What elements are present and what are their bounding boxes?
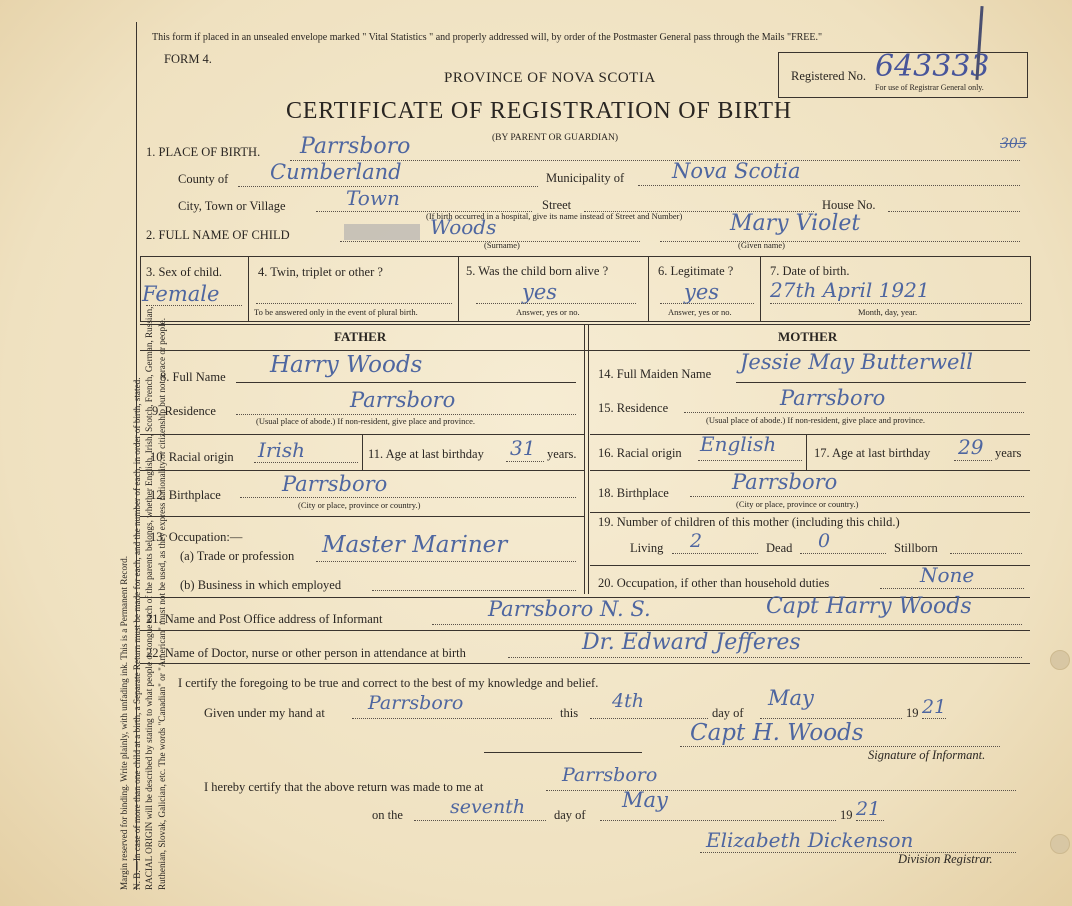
rule	[760, 256, 761, 321]
mother-occupation-value: None	[920, 563, 975, 587]
twin-note: To be answered only in the event of plural birth.	[254, 307, 418, 317]
rule	[362, 434, 363, 470]
fill-line	[546, 790, 1016, 791]
rule	[584, 324, 585, 594]
living-value: 2	[690, 530, 703, 552]
child-given-name-value: Mary Violet	[730, 211, 861, 236]
mother-age-label: 17. Age at last birthday	[814, 446, 931, 460]
informant-signature: Capt H. Woods	[690, 720, 864, 746]
fill-line	[770, 303, 1022, 304]
margin-line: Ruthenian, Slovak, Galician, etc. The words "Canadian" or "American" must not be used, as they express nationality or citizenship but not a race or people.	[156, 317, 167, 890]
fill-line	[316, 561, 576, 562]
margin-line: RACIAL ORIGIN will be described by stating to what people or tongue each of the parents belongs, whether English, Irish, Scotch, French, German, Russian,	[144, 306, 154, 890]
mother-age-value: 29	[958, 435, 984, 459]
registered-number: 643333	[875, 49, 990, 84]
margin-line: N. B.—In case of more than one child at a birth, a Separate Return must be made for each, and the number of each, in order of birth, stated.	[131, 377, 142, 890]
punch-hole	[1050, 834, 1070, 854]
form-number: FORM 4.	[164, 52, 212, 66]
fill-line	[690, 496, 1024, 497]
registrar-signature-label: Division Registrar.	[898, 852, 993, 866]
rule	[140, 256, 141, 321]
municipality-value: Nova Scotia	[672, 159, 801, 183]
fill-line	[800, 553, 886, 554]
given-day-value: 4th	[612, 690, 644, 712]
rule	[458, 256, 459, 321]
mother-residence-note: (Usual place of abode.) If non-resident, give place and province.	[706, 415, 926, 425]
fill-line	[236, 414, 576, 415]
fill-line	[950, 553, 1022, 554]
father-business-label: (b) Business in which employed	[180, 578, 342, 592]
fill-line	[590, 718, 708, 719]
informant-address-value: Parrsboro N. S.	[488, 597, 651, 621]
scribbled-out-text	[344, 224, 420, 240]
mother-birthplace-note: (City or place, province or country.)	[736, 499, 859, 509]
page-title: CERTIFICATE OF REGISTRATION OF BIRTH	[286, 98, 792, 124]
street-label: Street	[542, 198, 572, 212]
alive-value: yes	[522, 280, 558, 304]
given-day-of-label: day of	[712, 706, 744, 720]
fill-line	[352, 718, 552, 719]
father-name-label: 8. Full Name	[160, 370, 226, 384]
alive-label: 5. Was the child born alive ?	[466, 264, 609, 278]
on-the-label: on the	[372, 808, 403, 822]
fill-line	[508, 657, 1022, 658]
given-year-prefix: 19	[906, 706, 919, 720]
child-surname-value: Woods	[430, 215, 497, 239]
registrar-year-prefix: 19	[840, 808, 853, 822]
fill-line	[476, 303, 636, 304]
fill-line	[254, 462, 358, 463]
father-racial-origin-value: Irish	[258, 438, 306, 462]
father-occupation-label: 13. Occupation:—	[150, 530, 243, 544]
father-age-label: 11. Age at last birthday	[368, 447, 484, 461]
fill-line	[922, 718, 946, 719]
county-label: County of	[178, 172, 229, 186]
margin-line: Margin reserved for binding. Write plainly, with unfading ink. This is a Permanent Record.	[119, 555, 129, 890]
date-of-birth-value: 27th April 1921	[770, 278, 930, 302]
mother-birthplace-value: Parrsboro	[732, 470, 838, 494]
surname-note: (Surname)	[484, 240, 520, 250]
fill-line	[600, 820, 836, 821]
rule	[236, 382, 576, 383]
postal-notice: This form if placed in an unsealed envelope marked " Vital Statistics " and properly addressed will, by order of the Postmaster General pass through the Mails "FREE."	[152, 32, 823, 43]
mother-racial-origin-value: English	[700, 432, 777, 456]
city-value: Town	[346, 186, 400, 210]
rule	[736, 382, 1026, 383]
alive-note: Answer, yes or no.	[516, 307, 580, 317]
fill-line	[146, 305, 242, 306]
father-age-value: 31	[510, 436, 536, 460]
father-trade-label: (a) Trade or profession	[180, 549, 295, 563]
registered-note: For use of Registrar General only.	[875, 83, 984, 92]
date-of-birth-label: 7. Date of birth.	[770, 264, 850, 278]
fill-line	[432, 624, 1022, 625]
binding-margin-rule	[136, 22, 137, 890]
father-name-value: Harry Woods	[270, 352, 423, 378]
fill-line	[372, 590, 576, 591]
rule	[590, 512, 1030, 513]
fill-line	[954, 460, 992, 461]
struck-side-number: 305	[1000, 136, 1027, 152]
mother-children-label: 19. Number of children of this mother (including this child.)	[598, 515, 900, 529]
rule	[806, 434, 807, 470]
municipality-label: Municipality of	[546, 171, 625, 185]
date-of-birth-note: Month, day, year.	[858, 307, 918, 317]
given-name-note: (Given name)	[738, 240, 785, 250]
rule	[140, 324, 1030, 325]
registrar-month-value: May	[622, 788, 668, 812]
fill-line	[638, 185, 1020, 186]
child-name-label: 2. FULL NAME OF CHILD	[146, 228, 290, 242]
punch-hole	[1050, 650, 1070, 670]
registrar-certify-text: I hereby certify that the above return was made to me at	[204, 780, 484, 794]
registrar-place-value: Parrsboro	[562, 764, 658, 786]
rule	[140, 256, 1030, 257]
fill-line	[680, 746, 1000, 747]
rule	[1030, 256, 1031, 321]
registrar-day-of-label: day of	[554, 808, 586, 822]
rule	[140, 470, 584, 471]
father-birthplace-label: 12. Birthplace	[150, 488, 221, 502]
stillborn-label: Stillborn	[894, 541, 938, 555]
fill-line	[240, 497, 576, 498]
fill-line	[888, 211, 1020, 212]
informant-label: 21. Name and Post Office address of Informant	[146, 612, 383, 626]
mother-residence-value: Parrsboro	[780, 386, 886, 410]
father-heading: FATHER	[334, 329, 387, 344]
living-label: Living	[630, 541, 664, 555]
fill-line	[684, 412, 1024, 413]
registered-number-box	[778, 49, 1028, 98]
fill-line	[672, 553, 758, 554]
registrar-signature: Elizabeth Dickenson	[706, 828, 914, 852]
mother-age-unit: years	[995, 446, 1022, 460]
place-of-birth-label: 1. PLACE OF BIRTH.	[146, 145, 261, 159]
county-value: Cumberland	[270, 160, 402, 184]
rule	[588, 324, 589, 594]
fill-line	[660, 241, 1020, 242]
rule	[140, 516, 584, 517]
legitimate-note: Answer, yes or no.	[668, 307, 732, 317]
mother-racial-origin-label: 16. Racial origin	[598, 446, 682, 460]
legitimate-value: yes	[684, 280, 720, 304]
given-place-value: Parrsboro	[368, 692, 464, 714]
fill-line	[506, 461, 544, 462]
sex-label: 3. Sex of child.	[146, 265, 223, 279]
given-year-value: 21	[922, 696, 947, 718]
father-birthplace-note: (City or place, province or country.)	[298, 500, 421, 510]
doctor-label: 22. Name of Doctor, nurse or other person in attendance at birth	[146, 646, 466, 660]
fill-line	[880, 588, 1024, 589]
father-age-unit: years.	[547, 447, 577, 461]
registrar-year-value: 21	[856, 798, 881, 820]
place-of-birth-value: Parrsboro	[300, 134, 411, 159]
fill-line	[760, 718, 902, 719]
house-number-label: House No.	[822, 198, 876, 212]
informant-signature-label: Signature of Informant.	[868, 748, 986, 762]
given-under-hand-label: Given under my hand at	[204, 706, 325, 720]
registered-label: Registered No.	[791, 69, 866, 83]
mother-residence-label: 15. Residence	[598, 401, 669, 415]
province-heading: PROVINCE OF NOVA SCOTIA	[444, 70, 656, 86]
mother-name-value: Jessie May Butterwell	[740, 350, 973, 374]
father-residence-note: (Usual place of abode.) If non-resident, give place and province.	[256, 416, 476, 426]
fill-line	[856, 820, 884, 821]
dead-label: Dead	[766, 541, 793, 555]
father-residence-label: 9. Residence	[152, 404, 216, 418]
father-birthplace-value: Parrsboro	[282, 472, 388, 496]
registrar-day-value: seventh	[450, 796, 526, 818]
informant-name-value: Capt Harry Woods	[766, 594, 972, 619]
dead-value: 0	[818, 530, 831, 552]
sex-value: Female	[142, 282, 220, 306]
this-label: this	[560, 706, 579, 720]
mother-birthplace-label: 18. Birthplace	[598, 486, 669, 500]
father-racial-origin-label: 10. Racial origin	[150, 450, 234, 464]
legitimate-label: 6. Legitimate ?	[658, 264, 734, 278]
mother-heading: MOTHER	[778, 329, 838, 344]
city-label: City, Town or Village	[178, 199, 286, 213]
rule	[140, 663, 1030, 664]
fill-line	[660, 303, 754, 304]
rule	[648, 256, 649, 321]
fill-line	[698, 460, 802, 461]
fill-line	[414, 820, 546, 821]
page-subtitle: (BY PARENT OR GUARDIAN)	[492, 133, 619, 143]
mother-name-label: 14. Full Maiden Name	[598, 367, 712, 381]
doctor-value: Dr. Edward Jefferes	[582, 630, 801, 655]
father-trade-value: Master Mariner	[322, 532, 508, 558]
given-month-value: May	[768, 686, 814, 710]
father-residence-value: Parrsboro	[350, 388, 456, 412]
certify-text: I certify the foregoing to be true and correct to the best of my knowledge and belief.	[178, 676, 599, 690]
rule	[484, 752, 642, 753]
hospital-note: (If birth occurred in a hospital, give its name instead of Street and Number)	[426, 211, 683, 221]
mother-occupation-label: 20. Occupation, if other than household duties	[598, 576, 830, 590]
rule	[140, 321, 1030, 322]
rule	[248, 256, 249, 321]
fill-line	[256, 303, 452, 304]
twin-label: 4. Twin, triplet or other ?	[258, 265, 383, 279]
